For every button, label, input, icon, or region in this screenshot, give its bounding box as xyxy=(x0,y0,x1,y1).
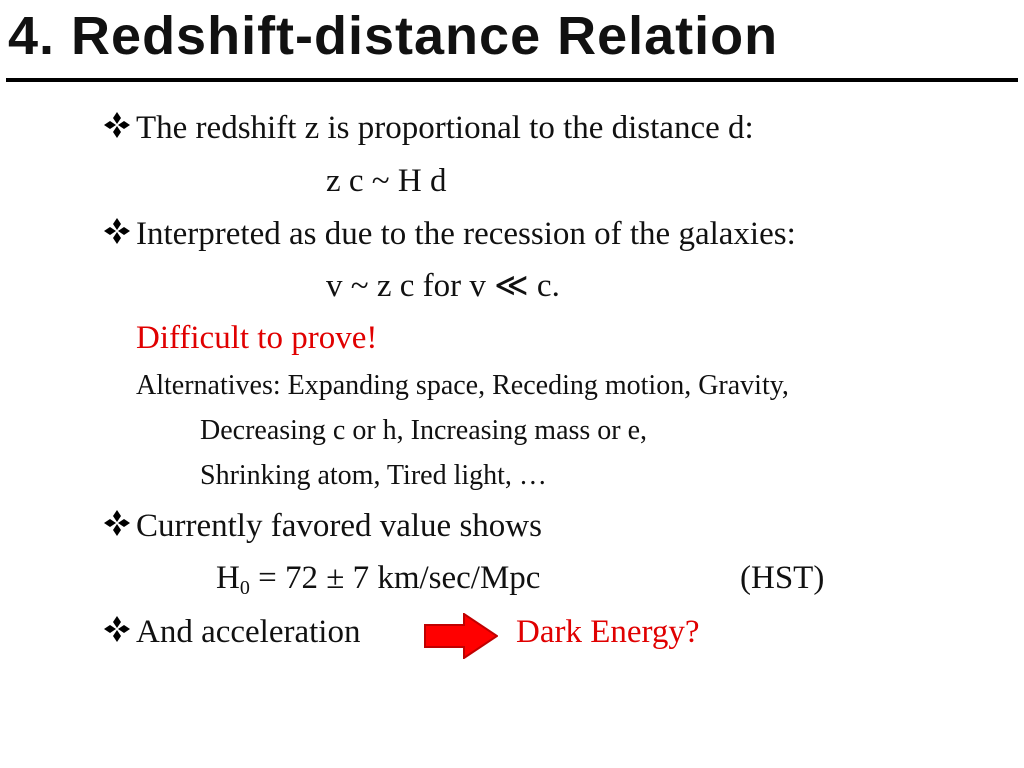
four-diamond-bullet-icon xyxy=(102,614,132,644)
alternatives-line-2: Decreasing c or h, Increasing mass or e, xyxy=(200,415,648,446)
four-diamond-bullet-icon xyxy=(102,110,132,140)
right-arrow-icon xyxy=(424,613,498,659)
formula-hubble-law: z c ~ H d xyxy=(326,163,447,199)
bullet-text-redshift: The redshift z is proportional to the distance d: xyxy=(136,110,754,146)
alternatives-line-3: Shrinking atom, Tired light, … xyxy=(200,460,547,491)
bullet-text-acceleration: And acceleration xyxy=(136,614,361,650)
h0-subscript: 0 xyxy=(239,577,250,599)
bullet-text-recession: Interpreted as due to the recession of the galaxies: xyxy=(136,216,796,252)
title-underline xyxy=(6,78,1018,82)
slide-title: 4. Redshift-distance Relation xyxy=(8,6,779,66)
formula-h0 xyxy=(216,562,540,598)
h0-value: = 72 ± 7 km/sec/Mpc xyxy=(249,560,541,596)
alternatives-line-1: Alternatives: Expanding space, Receding motion, Gravity, xyxy=(136,370,789,401)
formula-velocity: v ~ z c for v ≪ c. xyxy=(326,268,560,304)
note-difficult: Difficult to prove! xyxy=(136,320,378,356)
note-dark-energy: Dark Energy? xyxy=(516,614,700,650)
bullet-text-favored-value: Currently favored value shows xyxy=(136,508,542,544)
four-diamond-bullet-icon xyxy=(102,216,132,246)
four-diamond-bullet-icon xyxy=(102,508,132,538)
h0-source: (HST) xyxy=(740,560,825,596)
h0-symbol: H xyxy=(216,560,240,596)
